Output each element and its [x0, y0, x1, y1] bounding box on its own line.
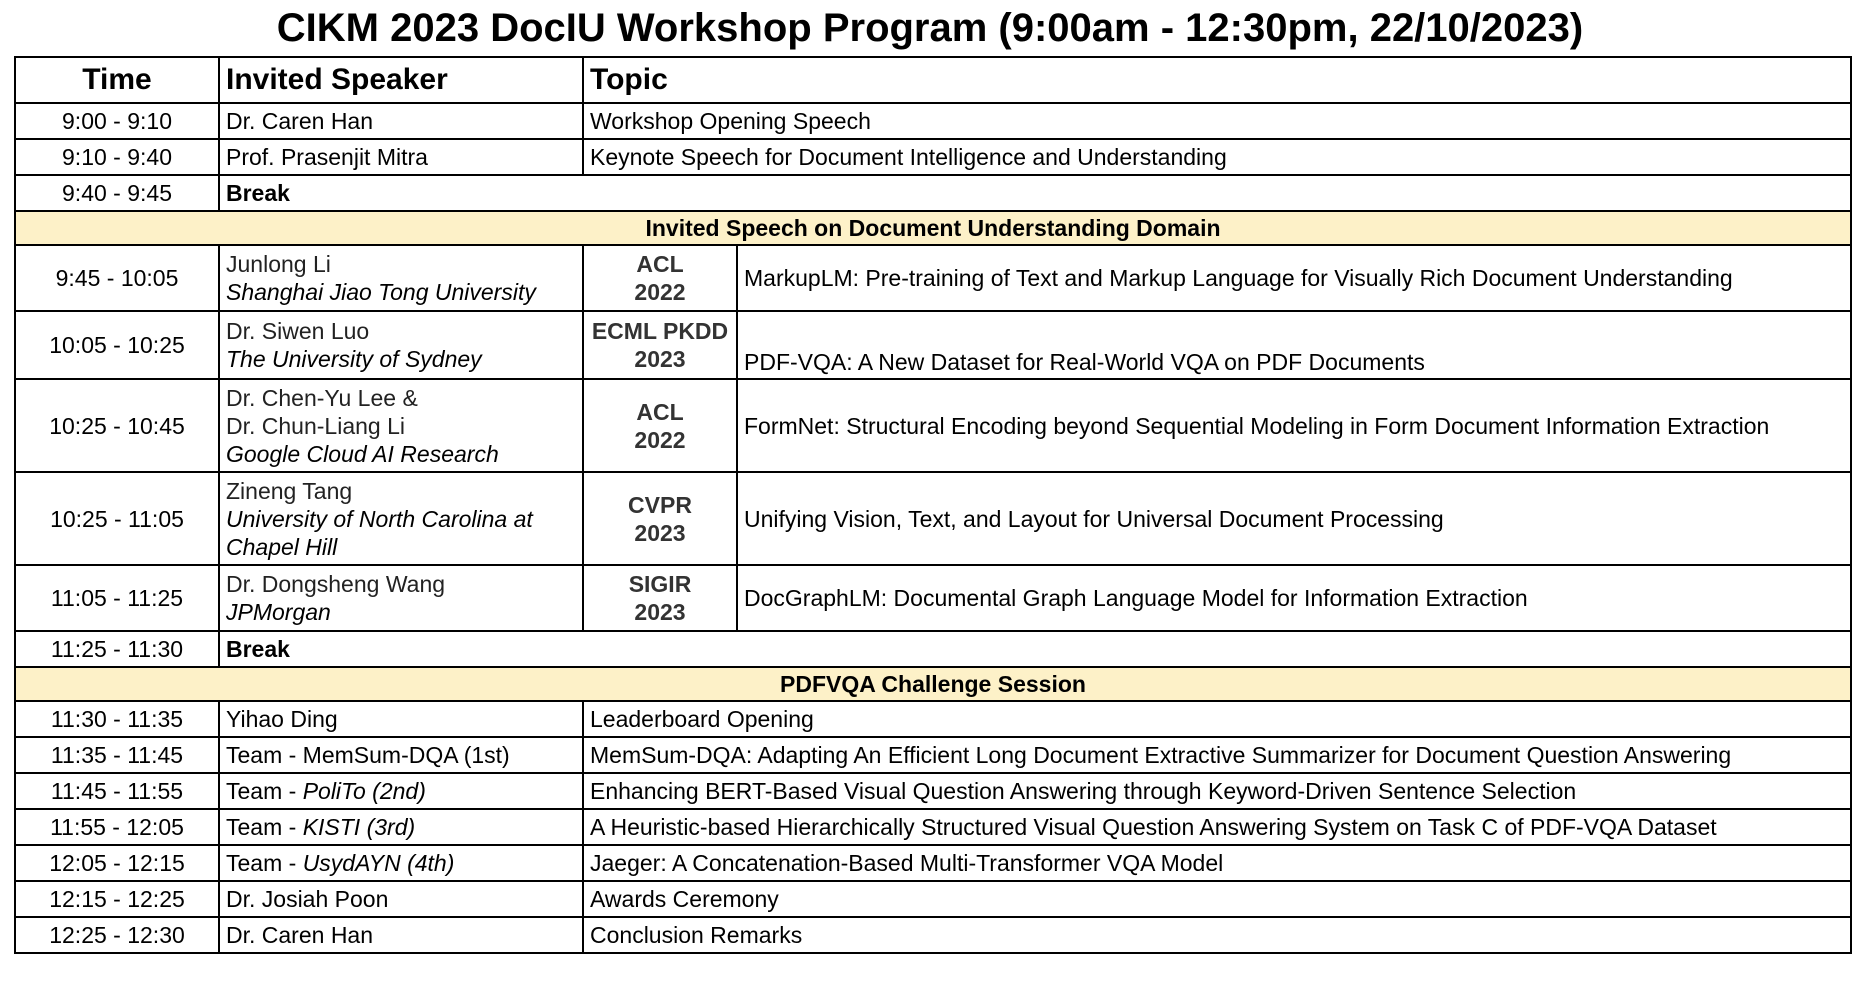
speaker-cell: [219, 472, 583, 565]
time-cell: 9:10 - 9:40: [15, 139, 219, 175]
time-cell: 9:45 - 10:05: [15, 245, 219, 311]
venue-year: 2023: [634, 599, 686, 625]
section-title: PDFVQA Challenge Session: [15, 667, 1851, 701]
team-prefix: Team -: [226, 778, 303, 804]
speaker-cell: [219, 845, 583, 881]
team-prefix: Team -: [226, 850, 303, 876]
speaker-name: Dr. Dongsheng Wang: [226, 571, 446, 597]
topic-cell: MarkupLM: Pre-training of Text and Markup Language for Visually Rich Document Understanding: [737, 245, 1851, 311]
team-name: PoliTo (2nd): [302, 778, 426, 804]
table-row: [15, 472, 1851, 565]
speaker-affiliation: JPMorgan: [226, 599, 331, 625]
venue-cell: [583, 311, 737, 379]
table-row: [15, 311, 1851, 379]
venue-name: ACL: [636, 251, 684, 277]
time-cell: 11:35 - 11:45: [15, 737, 219, 773]
table-row: [15, 737, 1851, 773]
speaker-affiliation: University of North Carolina at: [226, 505, 533, 532]
speaker-cell: Dr. Josiah Poon: [219, 881, 583, 917]
program-table: [14, 56, 1852, 954]
venue-year: 2022: [634, 279, 686, 305]
break-row: [15, 175, 1851, 211]
break-label: Break: [219, 631, 1851, 667]
topic-cell: Conclusion Remarks: [583, 917, 1851, 953]
time-cell: 11:55 - 12:05: [15, 809, 219, 845]
speaker-cell: Yihao Ding: [219, 701, 583, 737]
venue-name: ECML PKDD: [591, 318, 729, 344]
table-row: [15, 379, 1851, 472]
table-row: [15, 773, 1851, 809]
table-row: [15, 565, 1851, 631]
table-row: [15, 917, 1851, 953]
topic-cell: Keynote Speech for Document Intelligence and Understanding: [583, 139, 1851, 175]
speaker-cell: [219, 565, 583, 631]
topic-cell: Jaeger: A Concatenation-Based Multi-Transformer VQA Model: [583, 845, 1851, 881]
table-row: [15, 103, 1851, 139]
topic-cell: Unifying Vision, Text, and Layout for Universal Document Processing: [737, 472, 1851, 565]
speaker-name: Dr. Siwen Luo: [226, 318, 370, 344]
break-row: [15, 631, 1851, 667]
topic-cell: DocGraphLM: Documental Graph Language Model for Information Extraction: [737, 565, 1851, 631]
time-cell: 9:00 - 9:10: [15, 103, 219, 139]
venue-year: 2023: [634, 346, 686, 372]
time-cell: 12:15 - 12:25: [15, 881, 219, 917]
topic-cell: PDF-VQA: A New Dataset for Real-World VQA on PDF Documents: [737, 311, 1851, 379]
table-row: [15, 245, 1851, 311]
venue-year: 2023: [634, 519, 686, 546]
section-header-row: [15, 211, 1851, 245]
speaker-cell: [219, 379, 583, 472]
table-row: [15, 881, 1851, 917]
venue-cell: [583, 472, 737, 565]
speaker-affiliation-2: Chapel Hill: [226, 533, 338, 560]
speaker-cell: Team - MemSum-DQA (1st): [219, 737, 583, 773]
topic-cell: MemSum-DQA: Adapting An Efficient Long Document Extractive Summarizer for Document Question Answering: [583, 737, 1851, 773]
table-row: [15, 701, 1851, 737]
venue-name: ACL: [636, 398, 684, 425]
speaker-cell: [219, 245, 583, 311]
header-speaker: Invited Speaker: [219, 57, 583, 103]
table-row: [15, 845, 1851, 881]
time-cell: 10:25 - 11:05: [15, 472, 219, 565]
speaker-affiliation: Google Cloud AI Research: [226, 440, 499, 467]
venue-cell: [583, 245, 737, 311]
header-row: [15, 57, 1851, 103]
speaker-affiliation: Shanghai Jiao Tong University: [226, 279, 536, 305]
venue-name: CVPR: [628, 491, 692, 518]
speaker-cell: Prof. Prasenjit Mitra: [219, 139, 583, 175]
time-cell: 12:25 - 12:30: [15, 917, 219, 953]
team-name: KISTI (3rd): [302, 814, 416, 840]
section-header-row: [15, 667, 1851, 701]
topic-cell: Awards Ceremony: [583, 881, 1851, 917]
venue-name: SIGIR: [628, 571, 692, 597]
speaker-cell: [219, 773, 583, 809]
table-row: [15, 139, 1851, 175]
speaker-name: Dr. Chen-Yu Lee &: [226, 384, 418, 411]
venue-year: 2022: [634, 426, 686, 453]
break-label: Break: [219, 175, 1851, 211]
time-cell: 12:05 - 12:15: [15, 845, 219, 881]
speaker-cell: Dr. Caren Han: [219, 103, 583, 139]
table-row: [15, 809, 1851, 845]
time-cell: 11:30 - 11:35: [15, 701, 219, 737]
venue-cell: [583, 379, 737, 472]
speaker-name-2: Dr. Chun-Liang Li: [226, 412, 405, 439]
time-cell: 10:25 - 10:45: [15, 379, 219, 472]
speaker-cell: [219, 809, 583, 845]
topic-cell: Workshop Opening Speech: [583, 103, 1851, 139]
header-topic: Topic: [583, 57, 1851, 103]
speaker-name: Zineng Tang: [226, 477, 353, 504]
time-cell: 11:25 - 11:30: [15, 631, 219, 667]
header-time: Time: [15, 57, 219, 103]
time-cell: 11:05 - 11:25: [15, 565, 219, 631]
page-title: CIKM 2023 DocIU Workshop Program (9:00am - 12:30pm, 22/10/2023): [276, 6, 1584, 50]
time-cell: 11:45 - 11:55: [15, 773, 219, 809]
topic-cell: Enhancing BERT-Based Visual Question Answering through Keyword-Driven Sentence Selection: [583, 773, 1851, 809]
time-cell: 10:05 - 10:25: [15, 311, 219, 379]
speaker-cell: Dr. Caren Han: [219, 917, 583, 953]
time-cell: 9:40 - 9:45: [15, 175, 219, 211]
speaker-cell: [219, 311, 583, 379]
team-prefix: Team -: [226, 814, 303, 840]
team-name: UsydAYN (4th): [302, 850, 455, 876]
venue-cell: [583, 565, 737, 631]
topic-cell: Leaderboard Opening: [583, 701, 1851, 737]
topic-cell: A Heuristic-based Hierarchically Structured Visual Question Answering System on Task C of PDF-VQA Dataset: [583, 809, 1851, 845]
topic-cell: FormNet: Structural Encoding beyond Sequential Modeling in Form Document Information Extraction: [737, 379, 1851, 472]
speaker-affiliation: The University of Sydney: [226, 346, 482, 372]
speaker-name: Junlong Li: [226, 251, 331, 277]
section-title: Invited Speech on Document Understanding Domain: [15, 211, 1851, 245]
